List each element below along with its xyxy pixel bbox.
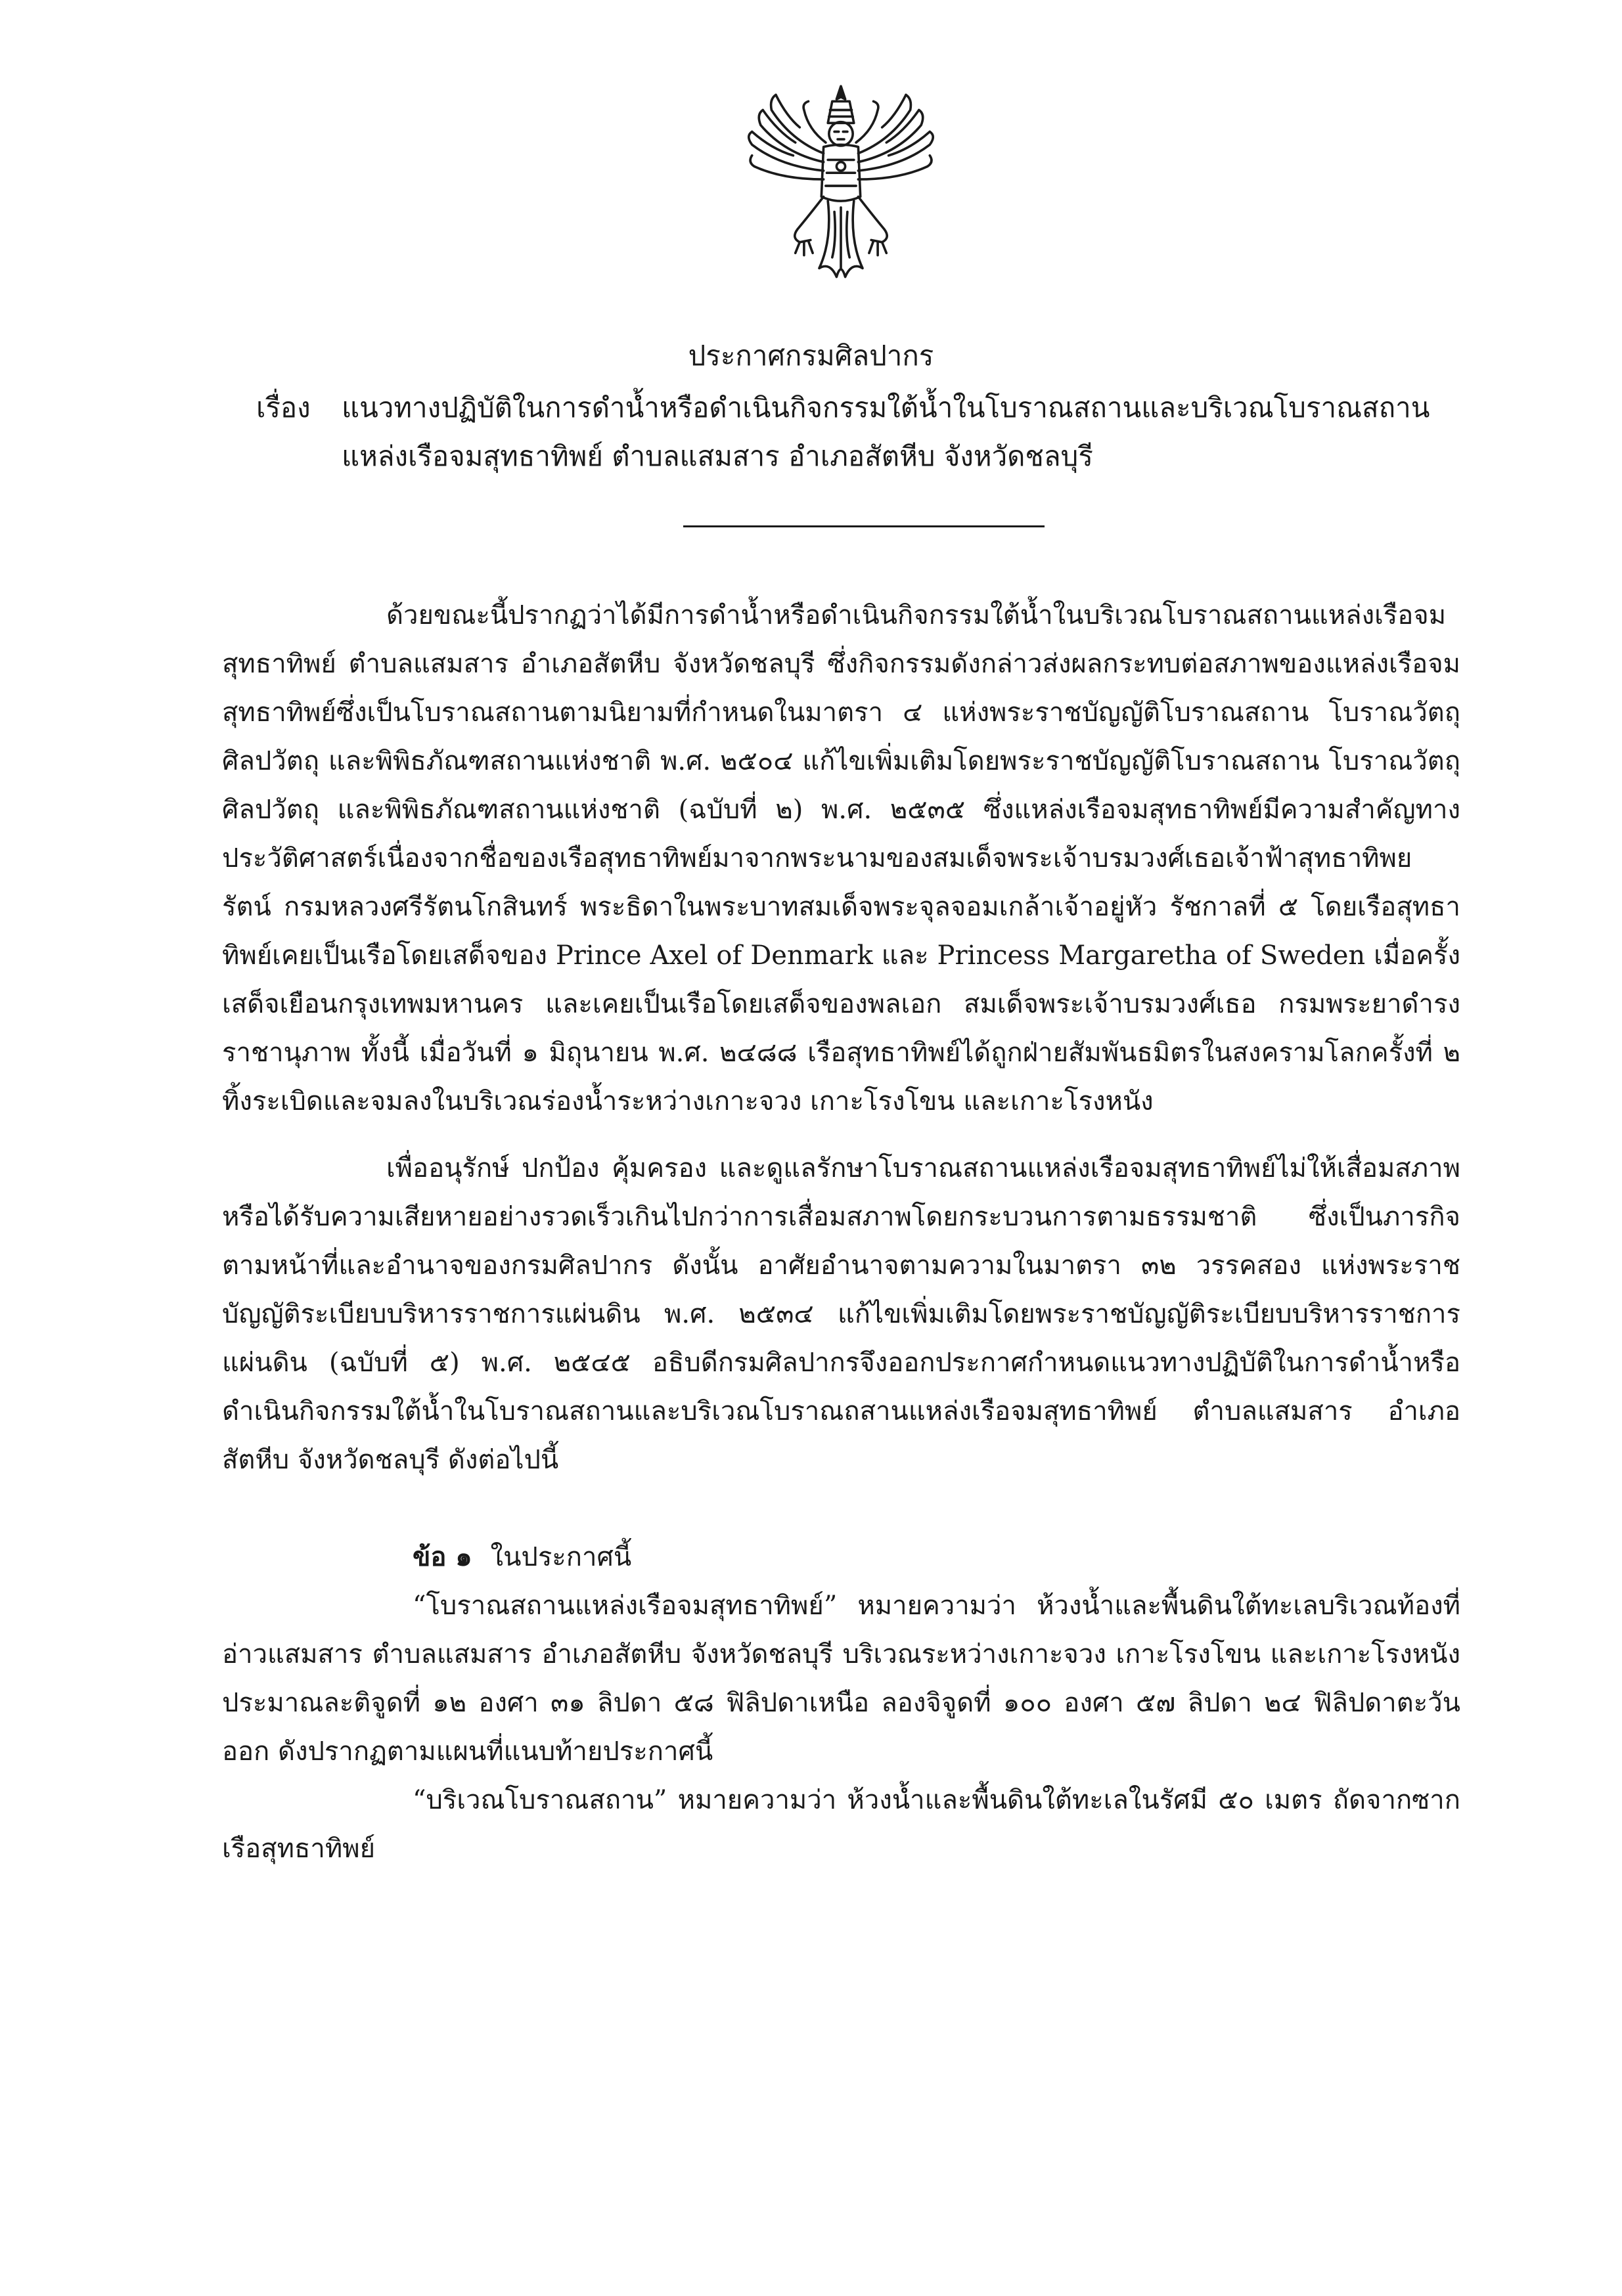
clause-text: ในประกาศนี้ (490, 1542, 632, 1572)
announcement-heading (0, 335, 1622, 472)
paragraph-background: ด้วยขณะนี้ปรากฏว่าได้มีการดำน้ำหรือดำเนินกิจกรรมใต้น้ำในบริเวณโบราณสถานแหล่งเรือจมสุทธาทิพย์ ตำบลแสมสาร อำเภอสัตหีบ จังหวัดชลบุรี ซึ่งกิจกรรมดังกล่าวส่งผลกระทบต่อสภาพของแหล่งเรือจมสุทธาทิพย์ซึ่งเป็นโบราณสถานตามนิยามที่กำหนดในมาตรา ๔ แห่งพระราชบัญญัติโบราณสถาน โบราณวัตถุ ศิลปวัตถุ และพิพิธภัณฑสถานแห่งชาติ พ.ศ. ๒๕๐๔ แก้ไขเพิ่มเติมโดยพระราชบัญญัติโบราณสถาน โบราณวัตถุ ศิลปวัตถุ และพิพิธภัณฑสถานแห่งชาติ (ฉบับที่ ๒) พ.ศ. ๒๕๓๕ ซึ่งแหล่งเรือจมสุทธาทิพย์มีความสำคัญทางประวัติศาสตร์เนื่องจากชื่อของเรือสุทธาทิพย์มาจากพระนามของสมเด็จพระเจ้าบรมวงศ์เธอเจ้าฟ้าสุทธาทิพยรัตน์ กรมหลวงศรีรัตนโกสินทร์ พระธิดาในพระบาทสมเด็จพระจุลจอมเกล้าเจ้าอยู่หัว รัชกาลที่ ๕ โดยเรือสุทธาทิพย์เคยเป็นเรือโดยเสด็จของ Prince Axel of Denmark และ Princess Margaretha of Sweden เมื่อครั้งเสด็จเยือนกรุงเทพมหานคร และเคยเป็นเรือโดยเสด็จของพลเอก สมเด็จพระเจ้าบรมวงศ์เธอ กรมพระยาดำรงราชานุภาพ ทั้งนี้ เมื่อวันที่ ๑ มิถุนายน พ.ศ. ๒๔๘๘ เรือสุทธาทิพย์ได้ถูกฝ่ายสัมพันธมิตรในสงครามโลกครั้งที่ ๒ ทิ้งระเบิดและจมลงในบริเวณร่องน้ำระหว่างเกาะจวง เกาะโรงโขน และเกาะโรงหนัง (222, 600, 1460, 1116)
subject-line-1: แนวทางปฏิบัติในการดำน้ำหรือดำเนินกิจกรรมใต้น้ำในโบราณสถานและบริเวณโบราณสถาน (342, 391, 1430, 424)
document-body (222, 591, 1460, 1873)
subject-label: เรื่อง (256, 391, 311, 424)
garuda-emblem-icon (732, 77, 949, 294)
subject-line-2: แหล่งเรือจมสุทธาทิพย์ ตำบลแสมสาร อำเภอสัตหีบ จังหวัดชลบุรี (342, 440, 1093, 472)
heading-divider (683, 525, 1045, 527)
clause-heading (222, 1533, 1460, 1581)
clause-number: ข้อ ๑ (413, 1541, 472, 1572)
issuer-title: ประกาศกรมศิลปากร (688, 340, 934, 372)
paragraph-authority: เพื่ออนุรักษ์ ปกป้อง คุ้มครอง และดูแลรักษาโบราณสถานแหล่งเรือจมสุทธาทิพย์ไม่ให้เสื่อมสภาพหรือได้รับความเสียหายอย่างรวดเร็วเกินไปกว่าการเสื่อมสภาพโดยกระบวนการตามธรรมชาติ ซึ่งเป็นภารกิจตามหน้าที่และอำนาจของกรมศิลปากร ดังนั้น อาศัยอำนาจตามความในมาตรา ๓๒ วรรคสอง แห่งพระราชบัญญัติระเบียบบริหารราชการแผ่นดิน พ.ศ. ๒๕๓๔ แก้ไขเพิ่มเติมโดยพระราชบัญญัติระเบียบบริหารราชการแผ่นดิน (ฉบับที่ ๕) พ.ศ. ๒๕๔๕ อธิบดีกรมศิลปากรจึงออกประกาศกำหนดแนวทางปฏิบัติในการดำน้ำหรือดำเนินกิจกรรมใต้น้ำในโบราณสถานและบริเวณโบราณถสานแหล่งเรือจมสุทธาทิพย์ ตำบลแสมสาร อำเภอสัตหีบ จังหวัดชลบุรี ดังต่อไปนี้ (222, 1153, 1460, 1475)
definition-area: “บริเวณโบราณสถาน” หมายความว่า ห้วงน้ำและพื้นดินใต้ทะเลในรัศมี ๕๐ เมตร ถัดจากซากเรือสุทธาทิพย์ (222, 1785, 1460, 1864)
definition-site: “โบราณสถานแหล่งเรือจมสุทธาทิพย์” หมายความว่า ห้วงน้ำและพื้นดินใต้ทะเลบริเวณท้องที่อ่าวแสมสาร ตำบลแสมสาร อำเภอสัตหีบ จังหวัดชลบุรี บริเวณระหว่างเกาะจวง เกาะโรงโขน และเกาะโรงหนัง ประมาณละติจูดที่ ๑๒ องศา ๓๑ ลิปดา ๕๘ ฟิลิปดาเหนือ ลองจิจูดที่ ๑๐๐ องศา ๕๗ ลิปดา ๒๔ ฟิลิปดาตะวันออก ดังปรากฏตามแผนที่แนบท้ายประกาศนี้ (222, 1591, 1460, 1767)
